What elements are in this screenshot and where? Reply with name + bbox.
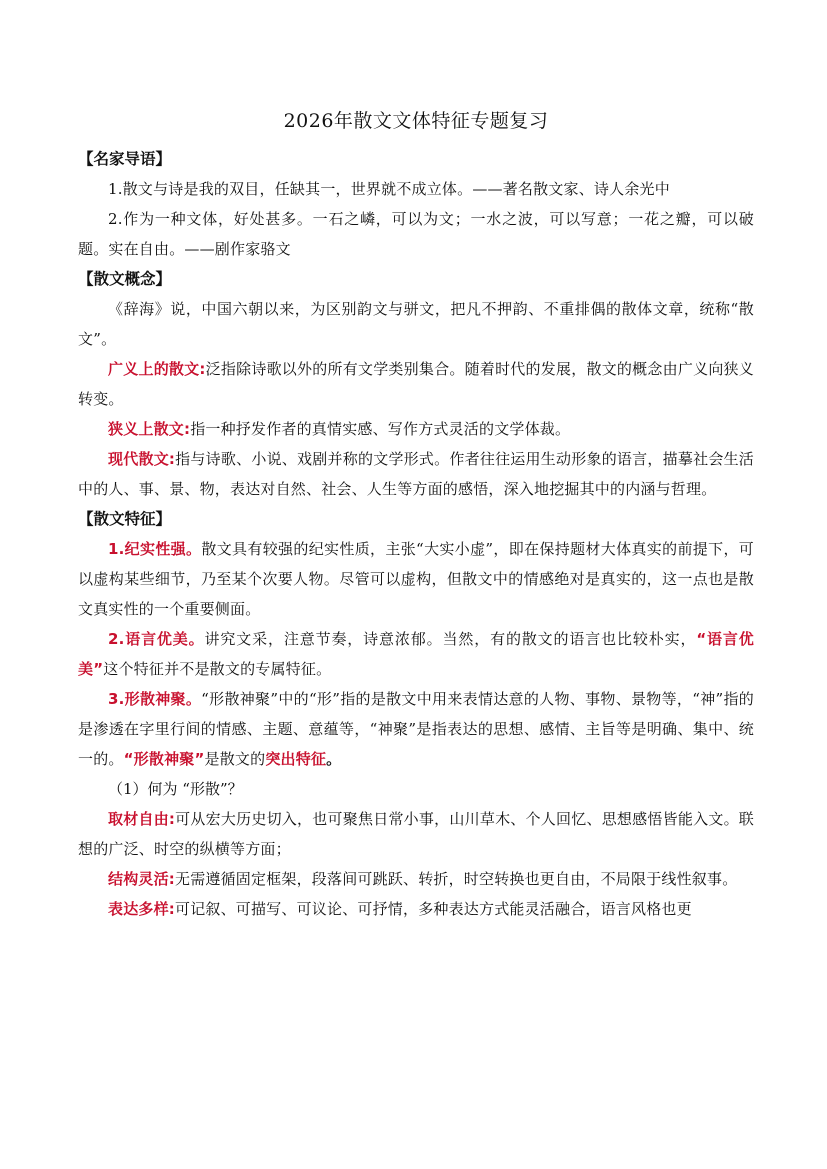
feature-3-label: 3.形散神聚。 <box>108 690 202 708</box>
feature-3-emph: 突出特征 <box>265 750 327 768</box>
subpoint-1-label: 取材自由: <box>108 810 176 828</box>
feature-2-quote: “语言优美” <box>78 630 754 678</box>
feature-3-end: 。 <box>326 750 342 768</box>
feature-2-tail: 这个特征并不是散文的专属特征。 <box>103 660 332 678</box>
section-heading-concept: 【散文概念】 <box>78 270 172 288</box>
page-title: 2026年散文文体特征专题复习 <box>283 110 549 132</box>
narrow-text: 指一种抒发作者的真情实感、写作方式灵活的文学体裁。 <box>190 420 571 438</box>
broad-label: 广义上的散文: <box>108 360 206 378</box>
concept-intro: 《辞海》说，中国六朝以来，为区别韵文与骈文，把凡不押韵、不重排偶的散体文章，统称“散文”。 <box>78 300 754 348</box>
quote-1: 1.散文与诗是我的双目，任缺其一，世界就不成立体。——著名散文家、诗人余光中 <box>108 180 670 198</box>
subpoint-2-label: 结构灵活: <box>108 870 175 888</box>
feature-3 <box>78 684 754 774</box>
subpoint-1-text: 可从宏大历史切入，也可聚焦日常小事，山川草木、个人回忆、思想感悟皆能入文。联想的广泛、时空的纵横等方面； <box>78 810 755 858</box>
subpoint-2 <box>78 864 754 894</box>
feature-2-text: 讲究文采，注意节奏，诗意浓郁。当然，有的散文的语言也比较朴实， <box>204 630 697 648</box>
section-heading-quotes: 【名家导语】 <box>78 150 172 168</box>
subpoint-3-label: 表达多样: <box>108 900 175 918</box>
feature-1 <box>78 534 754 624</box>
narrow-label: 狭义上散文: <box>108 420 191 438</box>
concept-narrow <box>78 414 754 444</box>
feature-1-text: 散文具有较强的纪实性质，主张“大实小虚”，即在保持题材大体真实的前提下，可以虚构某些细节，乃至某个次要人物。尽管可以虚构，但散文中的情感绝对是真实的，这一点也是散文真实性的一个重要侧面。 <box>78 540 754 618</box>
feature-3-mid: 是散文的 <box>204 750 266 768</box>
sub-question: （1）何为 “形散”？ <box>108 780 243 798</box>
feature-1-label: 1.纪实性强。 <box>108 540 202 558</box>
feature-3-bold: “形散神聚” <box>123 750 205 768</box>
quote-2: 2.作为一种文体，好处甚多。一石之嶙，可以为文；一水之波，可以写意；一花之瓣，可以破题。实在自由。——剧作家骆文 <box>78 210 754 258</box>
subpoint-2-text: 无需遵循固定框架，段落间可跳跃、转折，时空转换也更自由，不局限于线性叙事。 <box>175 870 738 888</box>
document-page <box>78 106 754 924</box>
concept-modern <box>78 444 754 504</box>
feature-2-label: 2.语言优美。 <box>108 630 205 648</box>
subpoint-3 <box>78 894 754 924</box>
concept-broad <box>78 354 754 414</box>
modern-text: 指与诗歌、小说、戏剧并称的文学形式。作者往往运用生动形象的语言，描摹社会生活中的人、事、景、物，表达对自然、社会、人生等方面的感悟，深入地挖掘其中的内涵与哲理。 <box>78 450 755 498</box>
modern-label: 现代散文: <box>108 450 176 468</box>
subpoint-1 <box>78 804 754 864</box>
feature-2 <box>78 624 754 684</box>
feature-3-text: “形散神聚”中的“形”指的是散文中用来表情达意的人物、事物、景物等，“神”指的是渗透在字里行间的情感、主题、意蕴等，“神聚”是指表达的思想、感情、主旨等是明确、集中、统一的。 <box>78 690 754 768</box>
broad-text: 泛指除诗歌以外的所有文学类别集合。随着时代的发展，散文的概念由广义向狭义转变。 <box>78 360 754 408</box>
section-heading-features: 【散文特征】 <box>78 510 172 528</box>
subpoint-3-text: 可记叙、可描写、可议论、可抒情，多种表达方式能灵活融合，语言风格也更 <box>175 900 692 918</box>
